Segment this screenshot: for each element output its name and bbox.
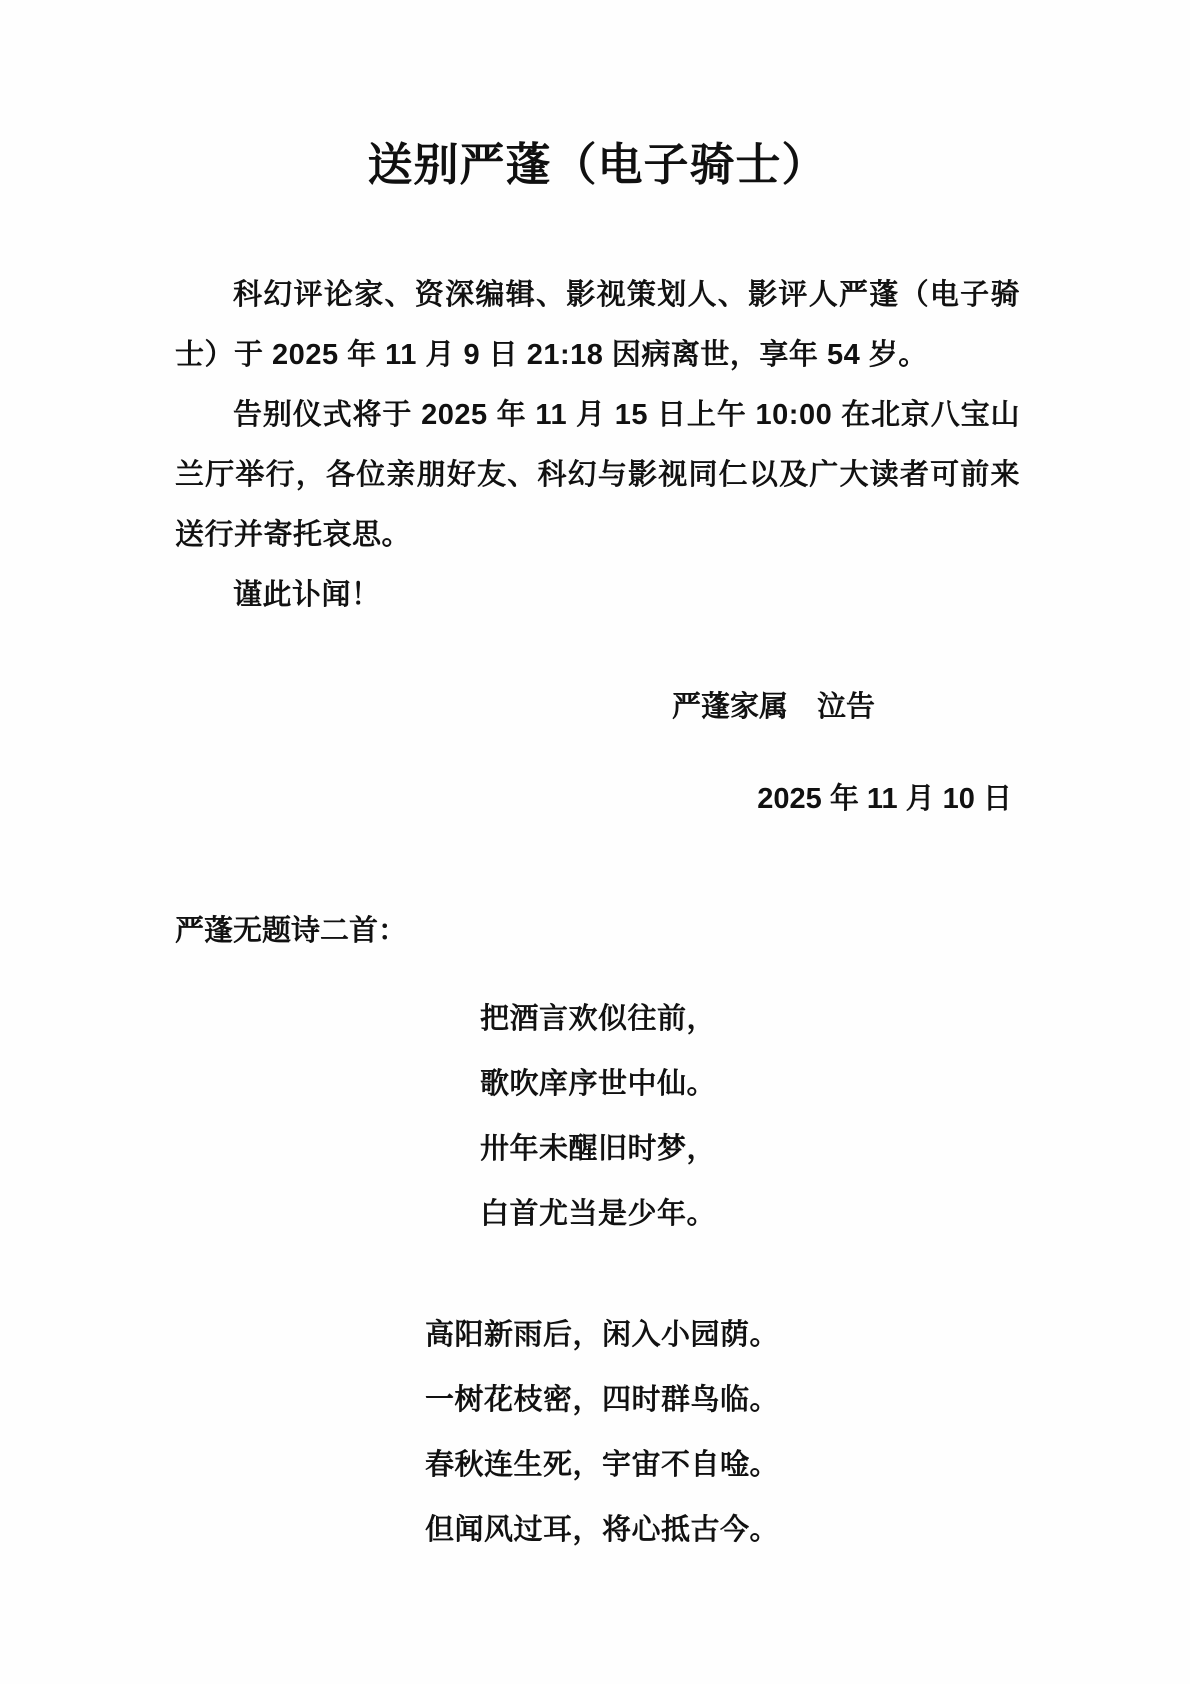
obituary-paragraph-ceremony-info: 告别仪式将于 2025 年 11 月 15 日上午 10:00 在北京八宝山兰厅举行，各位亲朋好友、科幻与影视同仁以及广大读者可前来送行并寄托哀思。 (175, 399, 1020, 551)
poem-two-line: 一树花枝密，四时群鸟临。 (425, 1384, 780, 1416)
family-signature: 严蓬家属 泣告 (671, 691, 875, 723)
poem-two-line: 高阳新雨后，闲入小园荫。 (425, 1319, 780, 1351)
poem-one (480, 987, 1020, 1247)
poem-one-line: 卅年未醒旧时梦， (480, 1133, 717, 1165)
obituary-paragraph-closing: 谨此讣闻！ (233, 579, 381, 611)
page-title: 送别严蓬（电子骑士） (367, 139, 828, 190)
obituary-paragraph-death-announcement: 科幻评论家、资深编辑、影视策划人、影评人严蓬（电子骑士）于 2025 年 11 月 9 日 21:18 因病离世，享年 54 岁。 (175, 279, 1020, 371)
poems-section-heading: 严蓬无题诗二首： (175, 915, 408, 947)
poem-two-line: 春秋连生死，宇宙不自唫。 (425, 1449, 780, 1481)
notice-date: 2025 年 11 月 10 日 (757, 783, 1012, 815)
poem-one-line: 歌吹庠序世中仙。 (480, 1068, 717, 1100)
poem-two (425, 1303, 1020, 1563)
poem-two-line: 但闻风过耳，将心抵古今。 (425, 1514, 780, 1546)
poem-one-line: 把酒言欢似往前， (480, 1003, 717, 1035)
poem-one-line: 白首尤当是少年。 (480, 1198, 717, 1230)
